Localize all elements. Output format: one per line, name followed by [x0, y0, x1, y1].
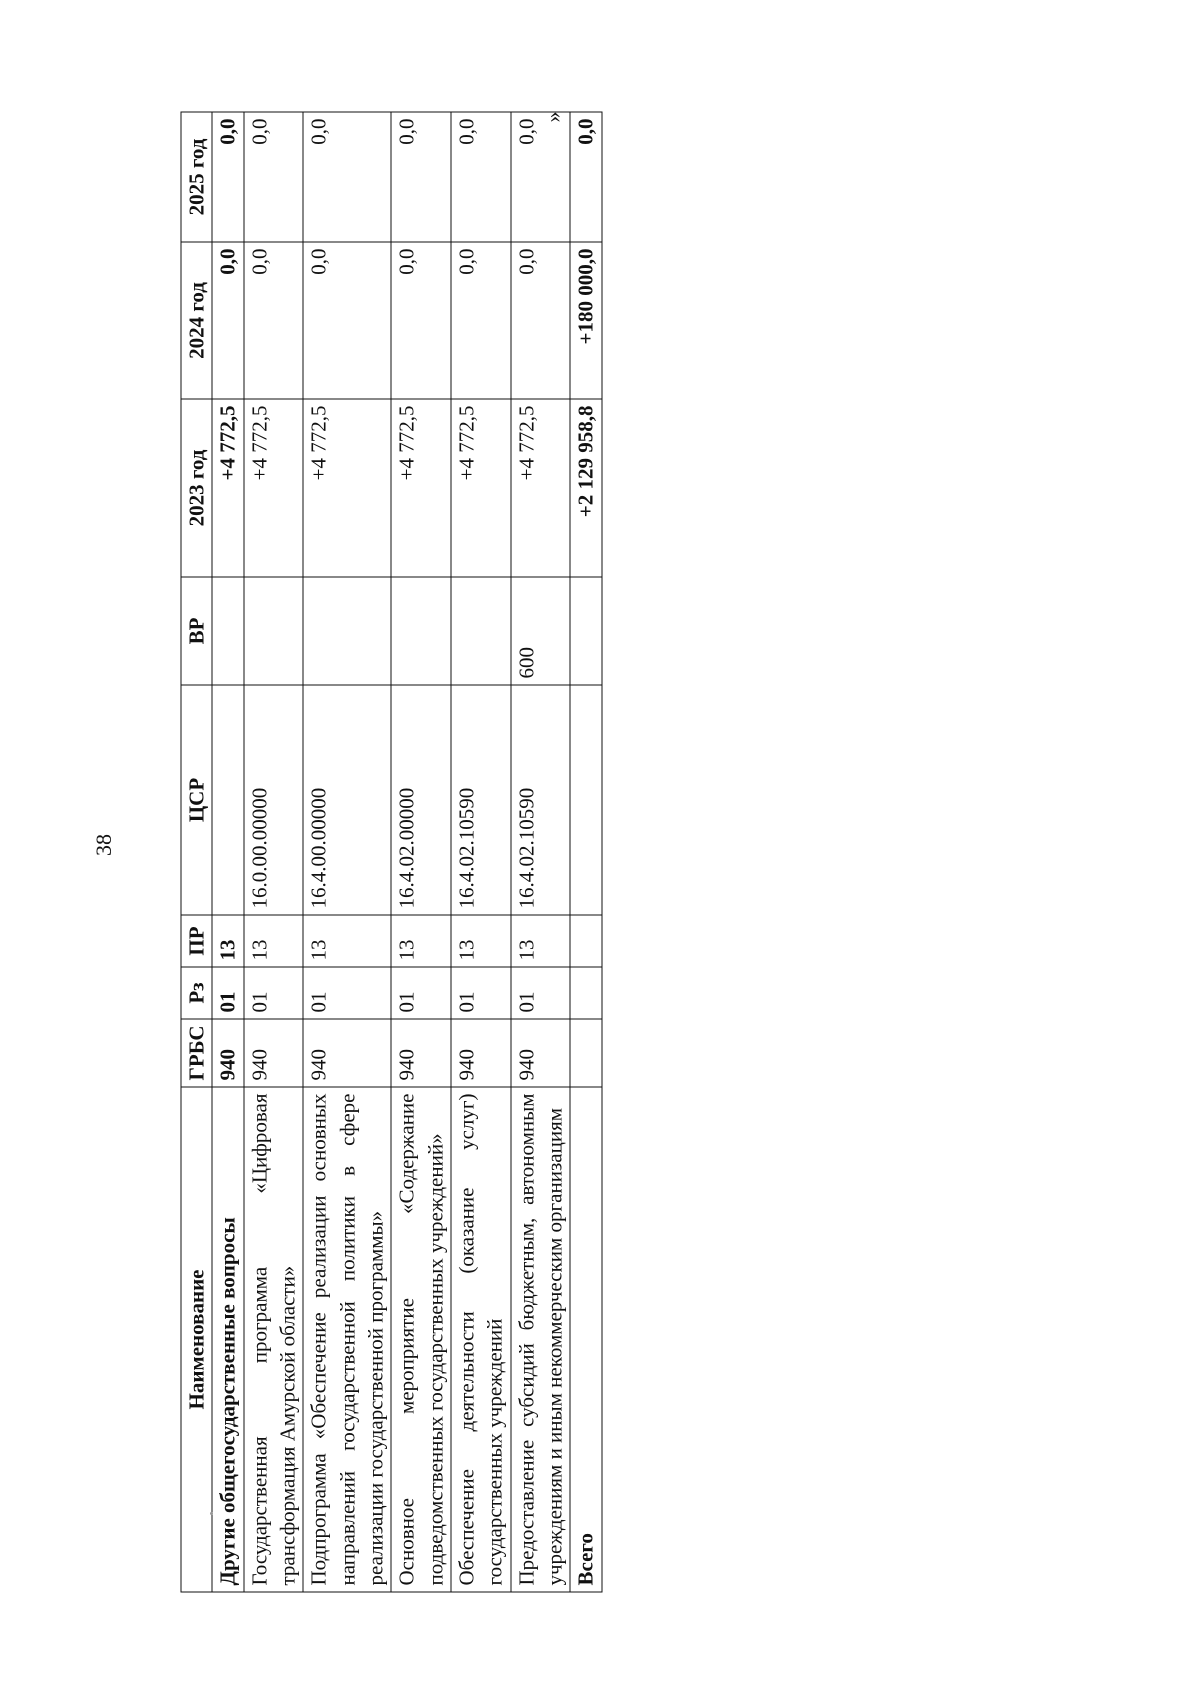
cell-pr [570, 915, 601, 967]
table-row [391, 112, 451, 1592]
cell-vr [212, 577, 243, 685]
cell-pr: 13 [451, 915, 511, 967]
budget-table-wrapper [180, 112, 598, 1592]
cell-y2024: 0,0 [451, 242, 511, 399]
cell-y2024: 0,0 [212, 242, 243, 399]
cell-pr: 13 [243, 915, 303, 967]
cell-grbs: 940 [212, 1019, 243, 1087]
header-name: Наименование [181, 1087, 212, 1592]
cell-name: Всего [570, 1087, 601, 1592]
cell-y2025: 0,0 [451, 112, 511, 242]
cell-y2025: 0,0 [212, 112, 243, 242]
table-row [212, 112, 243, 1592]
cell-rz: 01 [391, 967, 451, 1019]
cell-grbs: 940 [303, 1019, 391, 1087]
header-pr: ПР [181, 915, 212, 967]
header-2024: 2024 год [181, 242, 212, 399]
header-vr: ВР [181, 577, 212, 685]
header-2025: 2025 год [181, 112, 212, 242]
cell-y2024: 0,0 [510, 242, 570, 399]
cell-name: Основное мероприятие «Содержание подведомственных государственных учреждений» [391, 1087, 451, 1592]
cell-grbs: 940 [451, 1019, 511, 1087]
cell-y2024: 0,0 [303, 242, 391, 399]
cell-y2025: 0,0 [510, 112, 570, 242]
cell-name: Предоставление субсидий бюджетным, автономным учреждениям и иным некоммерческим организациям [510, 1087, 570, 1592]
table-row [303, 112, 391, 1592]
cell-rz [570, 967, 601, 1019]
cell-y2025: 0,0 [243, 112, 303, 242]
header-csr: ЦСР [181, 685, 212, 915]
cell-name: Другие общегосударственные вопросы [212, 1087, 243, 1592]
table-header-row [181, 112, 212, 1592]
cell-rz: 01 [451, 967, 511, 1019]
cell-rz: 01 [510, 967, 570, 1019]
cell-pr: 13 [391, 915, 451, 967]
cell-y2023: +4 772,5 [303, 399, 391, 577]
cell-rz: 01 [303, 967, 391, 1019]
scan-speck [210, 1512, 213, 1515]
cell-rz: 01 [243, 967, 303, 1019]
cell-y2023: +4 772,5 [243, 399, 303, 577]
cell-grbs: 940 [243, 1019, 303, 1087]
cell-grbs [570, 1019, 601, 1087]
cell-csr: 16.0.00.00000 [243, 685, 303, 915]
cell-vr: 600 [510, 577, 570, 685]
cell-pr: 13 [303, 915, 391, 967]
table-row [510, 112, 570, 1592]
cell-y2025: 0,0 [570, 112, 601, 242]
table-row [243, 112, 303, 1592]
table-row [451, 112, 511, 1592]
cell-csr [570, 685, 601, 915]
cell-csr: 16.4.02.10590 [451, 685, 511, 915]
cell-grbs: 940 [510, 1019, 570, 1087]
cell-vr [391, 577, 451, 685]
header-grbs: ГРБС [181, 1019, 212, 1087]
cell-y2025: 0,0 [303, 112, 391, 242]
cell-pr: 13 [510, 915, 570, 967]
cell-y2023: +2 129 958,8 [570, 399, 601, 577]
cell-vr [451, 577, 511, 685]
header-rz: Рз [181, 967, 212, 1019]
cell-csr: 16.4.02.10590 [510, 685, 570, 915]
cell-y2023: +4 772,5 [212, 399, 243, 577]
cell-y2023: +4 772,5 [510, 399, 570, 577]
closing-quote: » [540, 111, 566, 123]
page-number: 38 [91, 834, 116, 856]
budget-table [180, 111, 602, 1592]
cell-rz: 01 [212, 967, 243, 1019]
header-2023: 2023 год [181, 399, 212, 577]
rotated-table-container [180, 112, 598, 1592]
cell-y2024: 0,0 [243, 242, 303, 399]
table-row [570, 112, 601, 1592]
cell-csr [212, 685, 243, 915]
cell-pr: 13 [212, 915, 243, 967]
cell-vr [570, 577, 601, 685]
cell-y2023: +4 772,5 [451, 399, 511, 577]
cell-csr: 16.4.00.00000 [303, 685, 391, 915]
cell-y2024: 0,0 [391, 242, 451, 399]
cell-csr: 16.4.02.00000 [391, 685, 451, 915]
cell-y2025: 0,0 [391, 112, 451, 242]
cell-grbs: 940 [391, 1019, 451, 1087]
cell-name: Обеспечение деятельности (оказание услуг) государственных учреждений [451, 1087, 511, 1592]
cell-name: Подпрограмма «Обеспечение реализации основных направлений государственной политики в сфере реализации государственной программы» [303, 1087, 391, 1592]
cell-vr [303, 577, 391, 685]
cell-name: Государственная программа «Цифровая трансформация Амурской области» [243, 1087, 303, 1592]
cell-vr [243, 577, 303, 685]
cell-y2024: +180 000,0 [570, 242, 601, 399]
cell-y2023: +4 772,5 [391, 399, 451, 577]
